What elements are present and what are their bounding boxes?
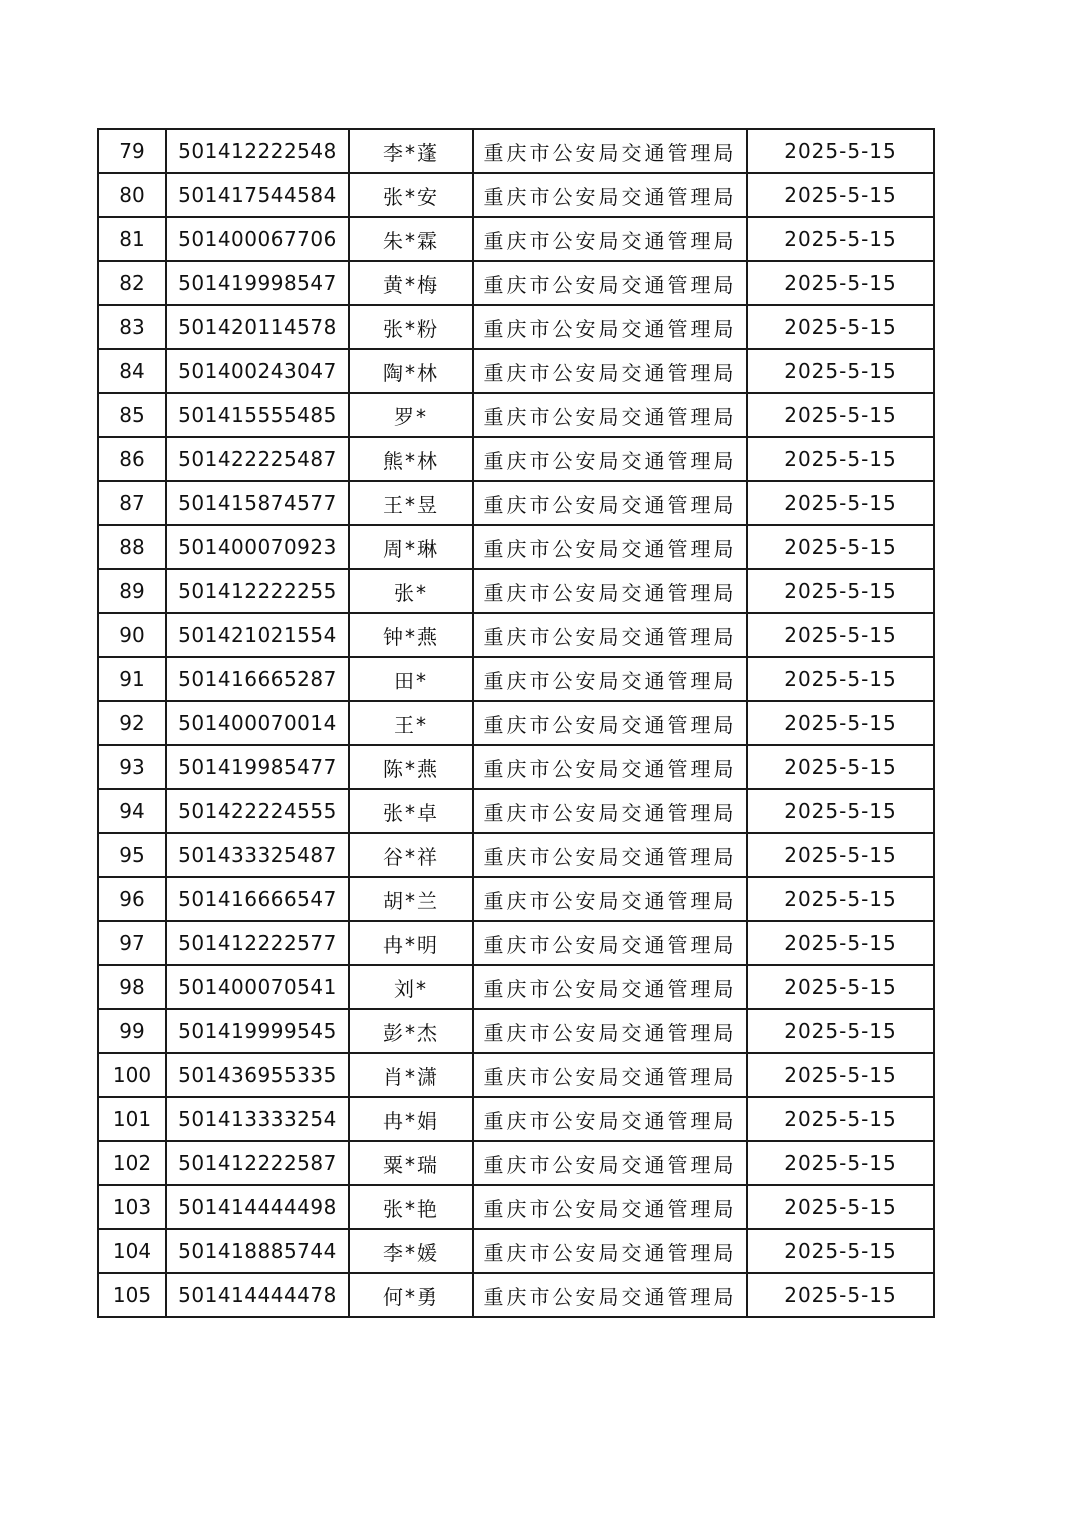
organization-cell: 重庆市公安局交通管理局 xyxy=(473,1009,747,1053)
person-name-cell: 冉*娟 xyxy=(349,1097,473,1141)
date-cell: 2025-5-15 xyxy=(747,525,934,569)
person-name-cell: 冉*明 xyxy=(349,921,473,965)
record-id-cell: 501415874577 xyxy=(166,481,349,525)
table-row xyxy=(98,1141,934,1185)
person-name-cell: 陶*林 xyxy=(349,349,473,393)
record-id-cell: 501414444498 xyxy=(166,1185,349,1229)
person-name-cell: 黄*梅 xyxy=(349,261,473,305)
row-number-cell: 97 xyxy=(98,921,166,965)
record-id-cell: 501400067706 xyxy=(166,217,349,261)
table-row xyxy=(98,745,934,789)
organization-cell: 重庆市公安局交通管理局 xyxy=(473,877,747,921)
table-row xyxy=(98,481,934,525)
person-name-cell: 李*蓬 xyxy=(349,129,473,173)
row-number-cell: 82 xyxy=(98,261,166,305)
organization-cell: 重庆市公安局交通管理局 xyxy=(473,525,747,569)
table-row xyxy=(98,393,934,437)
table-row xyxy=(98,305,934,349)
row-number-cell: 103 xyxy=(98,1185,166,1229)
person-name-cell: 张* xyxy=(349,569,473,613)
record-id-cell: 501419998547 xyxy=(166,261,349,305)
organization-cell: 重庆市公安局交通管理局 xyxy=(473,1141,747,1185)
organization-cell: 重庆市公安局交通管理局 xyxy=(473,1273,747,1317)
table-row xyxy=(98,921,934,965)
row-number-cell: 98 xyxy=(98,965,166,1009)
records-table-body xyxy=(98,129,934,1317)
organization-cell: 重庆市公安局交通管理局 xyxy=(473,437,747,481)
row-number-cell: 102 xyxy=(98,1141,166,1185)
table-row xyxy=(98,129,934,173)
date-cell: 2025-5-15 xyxy=(747,129,934,173)
row-number-cell: 81 xyxy=(98,217,166,261)
row-number-cell: 84 xyxy=(98,349,166,393)
table-row xyxy=(98,877,934,921)
organization-cell: 重庆市公安局交通管理局 xyxy=(473,569,747,613)
record-id-cell: 501412222587 xyxy=(166,1141,349,1185)
organization-cell: 重庆市公安局交通管理局 xyxy=(473,1097,747,1141)
record-id-cell: 501418885744 xyxy=(166,1229,349,1273)
table-row xyxy=(98,701,934,745)
row-number-cell: 79 xyxy=(98,129,166,173)
organization-cell: 重庆市公安局交通管理局 xyxy=(473,745,747,789)
row-number-cell: 105 xyxy=(98,1273,166,1317)
person-name-cell: 陈*燕 xyxy=(349,745,473,789)
date-cell: 2025-5-15 xyxy=(747,173,934,217)
row-number-cell: 80 xyxy=(98,173,166,217)
person-name-cell: 何*勇 xyxy=(349,1273,473,1317)
row-number-cell: 100 xyxy=(98,1053,166,1097)
organization-cell: 重庆市公安局交通管理局 xyxy=(473,789,747,833)
record-id-cell: 501422224555 xyxy=(166,789,349,833)
person-name-cell: 张*粉 xyxy=(349,305,473,349)
person-name-cell: 胡*兰 xyxy=(349,877,473,921)
row-number-cell: 87 xyxy=(98,481,166,525)
table-row xyxy=(98,217,934,261)
table-row xyxy=(98,261,934,305)
record-id-cell: 501421021554 xyxy=(166,613,349,657)
date-cell: 2025-5-15 xyxy=(747,1097,934,1141)
date-cell: 2025-5-15 xyxy=(747,217,934,261)
person-name-cell: 张*卓 xyxy=(349,789,473,833)
date-cell: 2025-5-15 xyxy=(747,1273,934,1317)
date-cell: 2025-5-15 xyxy=(747,657,934,701)
record-id-cell: 501400070014 xyxy=(166,701,349,745)
table-row xyxy=(98,1097,934,1141)
record-id-cell: 501412222548 xyxy=(166,129,349,173)
date-cell: 2025-5-15 xyxy=(747,921,934,965)
row-number-cell: 101 xyxy=(98,1097,166,1141)
date-cell: 2025-5-15 xyxy=(747,349,934,393)
record-id-cell: 501412222577 xyxy=(166,921,349,965)
organization-cell: 重庆市公安局交通管理局 xyxy=(473,701,747,745)
date-cell: 2025-5-15 xyxy=(747,613,934,657)
person-name-cell: 王*昱 xyxy=(349,481,473,525)
record-id-cell: 501419999545 xyxy=(166,1009,349,1053)
person-name-cell: 钟*燕 xyxy=(349,613,473,657)
table-row xyxy=(98,657,934,701)
table-row xyxy=(98,1009,934,1053)
person-name-cell: 张*艳 xyxy=(349,1185,473,1229)
row-number-cell: 90 xyxy=(98,613,166,657)
table-row xyxy=(98,1185,934,1229)
record-id-cell: 501422225487 xyxy=(166,437,349,481)
date-cell: 2025-5-15 xyxy=(747,965,934,1009)
row-number-cell: 88 xyxy=(98,525,166,569)
table-row xyxy=(98,1273,934,1317)
record-id-cell: 501415555485 xyxy=(166,393,349,437)
record-id-cell: 501413333254 xyxy=(166,1097,349,1141)
record-id-cell: 501436955335 xyxy=(166,1053,349,1097)
records-table xyxy=(97,128,935,1318)
organization-cell: 重庆市公安局交通管理局 xyxy=(473,393,747,437)
organization-cell: 重庆市公安局交通管理局 xyxy=(473,173,747,217)
organization-cell: 重庆市公安局交通管理局 xyxy=(473,1185,747,1229)
row-number-cell: 86 xyxy=(98,437,166,481)
date-cell: 2025-5-15 xyxy=(747,393,934,437)
record-id-cell: 501416665287 xyxy=(166,657,349,701)
date-cell: 2025-5-15 xyxy=(747,437,934,481)
person-name-cell: 彭*杰 xyxy=(349,1009,473,1053)
date-cell: 2025-5-15 xyxy=(747,1009,934,1053)
organization-cell: 重庆市公安局交通管理局 xyxy=(473,1229,747,1273)
organization-cell: 重庆市公安局交通管理局 xyxy=(473,129,747,173)
date-cell: 2025-5-15 xyxy=(747,1185,934,1229)
person-name-cell: 李*媛 xyxy=(349,1229,473,1273)
record-id-cell: 501419985477 xyxy=(166,745,349,789)
row-number-cell: 95 xyxy=(98,833,166,877)
date-cell: 2025-5-15 xyxy=(747,1141,934,1185)
organization-cell: 重庆市公安局交通管理局 xyxy=(473,613,747,657)
date-cell: 2025-5-15 xyxy=(747,745,934,789)
record-id-cell: 501420114578 xyxy=(166,305,349,349)
organization-cell: 重庆市公安局交通管理局 xyxy=(473,1053,747,1097)
record-id-cell: 501400070541 xyxy=(166,965,349,1009)
table-row xyxy=(98,437,934,481)
table-row xyxy=(98,1229,934,1273)
record-id-cell: 501400243047 xyxy=(166,349,349,393)
table-row xyxy=(98,349,934,393)
person-name-cell: 熊*林 xyxy=(349,437,473,481)
person-name-cell: 谷*祥 xyxy=(349,833,473,877)
table-row xyxy=(98,833,934,877)
person-name-cell: 罗* xyxy=(349,393,473,437)
date-cell: 2025-5-15 xyxy=(747,1229,934,1273)
row-number-cell: 89 xyxy=(98,569,166,613)
table-row xyxy=(98,1053,934,1097)
record-id-cell: 501414444478 xyxy=(166,1273,349,1317)
organization-cell: 重庆市公安局交通管理局 xyxy=(473,481,747,525)
record-id-cell: 501412222255 xyxy=(166,569,349,613)
date-cell: 2025-5-15 xyxy=(747,789,934,833)
row-number-cell: 93 xyxy=(98,745,166,789)
row-number-cell: 83 xyxy=(98,305,166,349)
organization-cell: 重庆市公安局交通管理局 xyxy=(473,349,747,393)
person-name-cell: 朱*霖 xyxy=(349,217,473,261)
date-cell: 2025-5-15 xyxy=(747,481,934,525)
row-number-cell: 91 xyxy=(98,657,166,701)
person-name-cell: 肖*潇 xyxy=(349,1053,473,1097)
table-row xyxy=(98,173,934,217)
organization-cell: 重庆市公安局交通管理局 xyxy=(473,921,747,965)
table-row xyxy=(98,789,934,833)
row-number-cell: 104 xyxy=(98,1229,166,1273)
person-name-cell: 张*安 xyxy=(349,173,473,217)
row-number-cell: 99 xyxy=(98,1009,166,1053)
table-row xyxy=(98,569,934,613)
record-id-cell: 501416666547 xyxy=(166,877,349,921)
person-name-cell: 王* xyxy=(349,701,473,745)
row-number-cell: 85 xyxy=(98,393,166,437)
row-number-cell: 92 xyxy=(98,701,166,745)
date-cell: 2025-5-15 xyxy=(747,569,934,613)
date-cell: 2025-5-15 xyxy=(747,305,934,349)
organization-cell: 重庆市公安局交通管理局 xyxy=(473,965,747,1009)
person-name-cell: 周*琳 xyxy=(349,525,473,569)
person-name-cell: 粟*瑞 xyxy=(349,1141,473,1185)
table-row xyxy=(98,525,934,569)
date-cell: 2025-5-15 xyxy=(747,877,934,921)
table-row xyxy=(98,613,934,657)
record-id-cell: 501400070923 xyxy=(166,525,349,569)
row-number-cell: 94 xyxy=(98,789,166,833)
organization-cell: 重庆市公安局交通管理局 xyxy=(473,657,747,701)
date-cell: 2025-5-15 xyxy=(747,261,934,305)
person-name-cell: 田* xyxy=(349,657,473,701)
record-id-cell: 501417544584 xyxy=(166,173,349,217)
organization-cell: 重庆市公安局交通管理局 xyxy=(473,261,747,305)
organization-cell: 重庆市公安局交通管理局 xyxy=(473,217,747,261)
row-number-cell: 96 xyxy=(98,877,166,921)
organization-cell: 重庆市公安局交通管理局 xyxy=(473,833,747,877)
date-cell: 2025-5-15 xyxy=(747,701,934,745)
date-cell: 2025-5-15 xyxy=(747,1053,934,1097)
record-id-cell: 501433325487 xyxy=(166,833,349,877)
organization-cell: 重庆市公安局交通管理局 xyxy=(473,305,747,349)
date-cell: 2025-5-15 xyxy=(747,833,934,877)
person-name-cell: 刘* xyxy=(349,965,473,1009)
table-row xyxy=(98,965,934,1009)
